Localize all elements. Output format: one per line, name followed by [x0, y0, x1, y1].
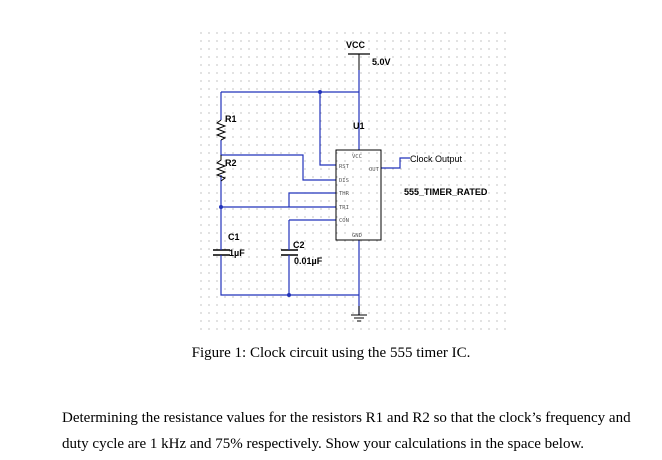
vcc-label: VCC	[346, 40, 366, 50]
pin-tri: TRI	[339, 205, 349, 211]
pin-vcc: VCC	[352, 154, 362, 160]
c1-label: C1	[228, 232, 240, 242]
pin-thr: THR	[339, 191, 349, 197]
r1-label: R1	[225, 114, 237, 124]
pin-rst: RST	[339, 164, 349, 170]
clock-output-label: Clock Output	[410, 154, 463, 164]
vcc-voltage: 5.0V	[372, 57, 391, 67]
pin-out: OUT	[369, 167, 379, 173]
r2-label: R2	[225, 158, 237, 168]
c2-label: C2	[293, 240, 305, 250]
grid-background	[197, 32, 510, 330]
ic-name: 555_TIMER_RATED	[404, 187, 488, 197]
question-text: Determining the resistance values for the resistors R1 and R2 so that the clock’s frequency and duty cycle are 1 kHz and 75% respectively. Show your calculations in the space below.	[62, 410, 631, 452]
c2-value: 0.01µF	[294, 256, 323, 266]
figure-caption: Figure 1: Clock circuit using the 555 timer IC.	[191, 345, 471, 361]
u1-label: U1	[353, 121, 365, 131]
pin-gnd: GND	[352, 233, 362, 239]
c1-value: 1µF	[229, 248, 245, 258]
pin-dis: DIS	[339, 178, 349, 184]
pin-con: CON	[339, 218, 349, 224]
